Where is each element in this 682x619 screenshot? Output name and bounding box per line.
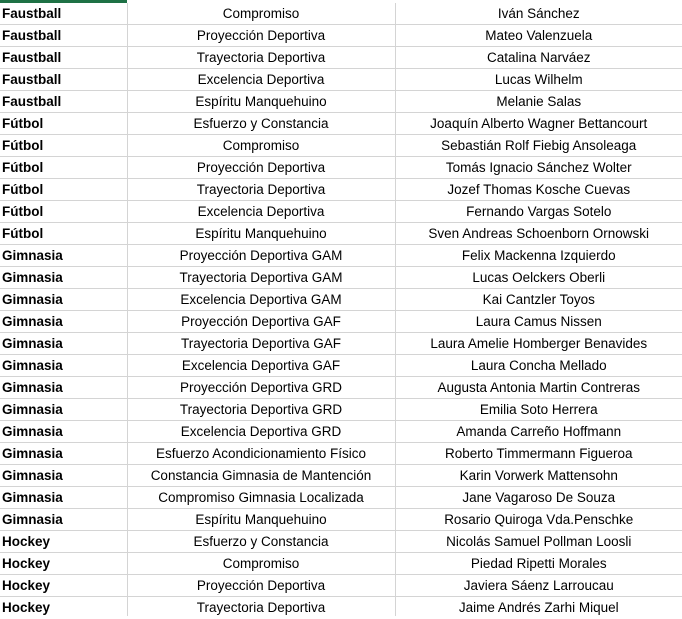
name-cell[interactable]: Kai Cantzler Toyos bbox=[395, 289, 682, 311]
name-cell[interactable]: Lucas Oelckers Oberli bbox=[395, 267, 682, 289]
table-row bbox=[0, 443, 682, 465]
award-cell[interactable]: Trayectoria Deportiva bbox=[127, 597, 395, 619]
sport-cell[interactable]: Hockey bbox=[0, 553, 127, 575]
name-cell[interactable]: Rosario Quiroga Vda.Penschke bbox=[395, 509, 682, 531]
sport-cell[interactable]: Gimnasia bbox=[0, 377, 127, 399]
award-cell[interactable]: Excelencia Deportiva GAF bbox=[127, 355, 395, 377]
sport-cell[interactable]: Gimnasia bbox=[0, 487, 127, 509]
sport-cell[interactable]: Gimnasia bbox=[0, 245, 127, 267]
award-cell[interactable]: Excelencia Deportiva GRD bbox=[127, 421, 395, 443]
sport-cell[interactable]: Fútbol bbox=[0, 157, 127, 179]
award-cell[interactable]: Compromiso bbox=[127, 553, 395, 575]
name-cell[interactable]: Sven Andreas Schoenborn Ornowski bbox=[395, 223, 682, 245]
table-row bbox=[0, 201, 682, 223]
award-cell[interactable]: Excelencia Deportiva bbox=[127, 69, 395, 91]
sport-cell[interactable]: Faustball bbox=[0, 3, 127, 25]
name-cell[interactable]: Amanda Carreño Hoffmann bbox=[395, 421, 682, 443]
award-cell[interactable]: Compromiso bbox=[127, 3, 395, 25]
table-row bbox=[0, 487, 682, 509]
table-row bbox=[0, 69, 682, 91]
sport-cell[interactable]: Gimnasia bbox=[0, 333, 127, 355]
award-cell[interactable]: Proyección Deportiva bbox=[127, 25, 395, 47]
award-cell[interactable]: Trayectoria Deportiva GAM bbox=[127, 267, 395, 289]
table-row bbox=[0, 465, 682, 487]
name-cell[interactable]: Piedad Ripetti Morales bbox=[395, 553, 682, 575]
table-row bbox=[0, 157, 682, 179]
sport-cell[interactable]: Faustball bbox=[0, 25, 127, 47]
table-row bbox=[0, 553, 682, 575]
sport-cell[interactable]: Hockey bbox=[0, 597, 127, 619]
name-cell[interactable]: Catalina Narváez bbox=[395, 47, 682, 69]
name-cell[interactable]: Jozef Thomas Kosche Cuevas bbox=[395, 179, 682, 201]
name-cell[interactable]: Nicolás Samuel Pollman Loosli bbox=[395, 531, 682, 553]
award-cell[interactable]: Trayectoria Deportiva bbox=[127, 179, 395, 201]
award-cell[interactable]: Espíritu Manquehuino bbox=[127, 509, 395, 531]
name-cell[interactable]: Melanie Salas bbox=[395, 91, 682, 113]
table-row bbox=[0, 289, 682, 311]
sport-cell[interactable]: Fútbol bbox=[0, 201, 127, 223]
table-row bbox=[0, 267, 682, 289]
name-cell[interactable]: Roberto Timmermann Figueroa bbox=[395, 443, 682, 465]
sport-cell[interactable]: Fútbol bbox=[0, 113, 127, 135]
award-cell[interactable]: Compromiso Gimnasia Localizada bbox=[127, 487, 395, 509]
name-cell[interactable]: Karin Vorwerk Mattensohn bbox=[395, 465, 682, 487]
award-cell[interactable]: Proyección Deportiva GAM bbox=[127, 245, 395, 267]
name-cell[interactable]: Tomás Ignacio Sánchez Wolter bbox=[395, 157, 682, 179]
table-row bbox=[0, 509, 682, 531]
spreadsheet-grid bbox=[0, 3, 682, 619]
sport-cell[interactable]: Gimnasia bbox=[0, 311, 127, 333]
award-cell[interactable]: Constancia Gimnasia de Mantención bbox=[127, 465, 395, 487]
sport-cell[interactable]: Fútbol bbox=[0, 179, 127, 201]
sport-cell[interactable]: Faustball bbox=[0, 91, 127, 113]
table-row bbox=[0, 135, 682, 157]
sport-cell[interactable]: Fútbol bbox=[0, 135, 127, 157]
table-row bbox=[0, 3, 682, 25]
award-cell[interactable]: Excelencia Deportiva bbox=[127, 201, 395, 223]
sport-cell[interactable]: Gimnasia bbox=[0, 289, 127, 311]
name-cell[interactable]: Javiera Sáenz Larroucau bbox=[395, 575, 682, 597]
name-cell[interactable]: Sebastián Rolf Fiebig Ansoleaga bbox=[395, 135, 682, 157]
award-cell[interactable]: Espíritu Manquehuino bbox=[127, 91, 395, 113]
table-row bbox=[0, 113, 682, 135]
name-cell[interactable]: Jaime Andrés Zarhi Miquel bbox=[395, 597, 682, 619]
sport-cell[interactable]: Hockey bbox=[0, 531, 127, 553]
table-row bbox=[0, 531, 682, 553]
table-row bbox=[0, 223, 682, 245]
table-row bbox=[0, 91, 682, 113]
name-cell[interactable]: Joaquín Alberto Wagner Bettancourt bbox=[395, 113, 682, 135]
name-cell[interactable]: Laura Concha Mellado bbox=[395, 355, 682, 377]
table-row bbox=[0, 333, 682, 355]
name-cell[interactable]: Lucas Wilhelm bbox=[395, 69, 682, 91]
award-cell[interactable]: Esfuerzo y Constancia bbox=[127, 531, 395, 553]
award-cell[interactable]: Excelencia Deportiva GAM bbox=[127, 289, 395, 311]
sport-cell[interactable]: Gimnasia bbox=[0, 355, 127, 377]
sport-cell[interactable]: Gimnasia bbox=[0, 267, 127, 289]
award-cell[interactable]: Trayectoria Deportiva GAF bbox=[127, 333, 395, 355]
table-row bbox=[0, 399, 682, 421]
name-cell[interactable]: Laura Camus Nissen bbox=[395, 311, 682, 333]
sport-cell[interactable]: Gimnasia bbox=[0, 465, 127, 487]
award-cell[interactable]: Compromiso bbox=[127, 135, 395, 157]
award-cell[interactable]: Trayectoria Deportiva GRD bbox=[127, 399, 395, 421]
award-cell[interactable]: Esfuerzo Acondicionamiento Físico bbox=[127, 443, 395, 465]
awards-table bbox=[0, 3, 682, 619]
sport-cell[interactable]: Faustball bbox=[0, 69, 127, 91]
table-body bbox=[0, 3, 682, 619]
name-cell[interactable]: Iván Sánchez bbox=[395, 3, 682, 25]
table-row bbox=[0, 25, 682, 47]
table-row bbox=[0, 245, 682, 267]
name-cell[interactable]: Emilia Soto Herrera bbox=[395, 399, 682, 421]
award-cell[interactable]: Esfuerzo y Constancia bbox=[127, 113, 395, 135]
table-row bbox=[0, 377, 682, 399]
award-cell[interactable]: Proyección Deportiva bbox=[127, 575, 395, 597]
name-cell[interactable]: Laura Amelie Homberger Benavides bbox=[395, 333, 682, 355]
table-row bbox=[0, 421, 682, 443]
sport-cell[interactable]: Gimnasia bbox=[0, 509, 127, 531]
name-cell[interactable]: Fernando Vargas Sotelo bbox=[395, 201, 682, 223]
award-cell[interactable]: Proyección Deportiva bbox=[127, 157, 395, 179]
sport-cell[interactable]: Gimnasia bbox=[0, 399, 127, 421]
sport-cell[interactable]: Gimnasia bbox=[0, 443, 127, 465]
table-row bbox=[0, 355, 682, 377]
table-row bbox=[0, 311, 682, 333]
name-cell[interactable]: Mateo Valenzuela bbox=[395, 25, 682, 47]
name-cell[interactable]: Augusta Antonia Martin Contreras bbox=[395, 377, 682, 399]
award-cell[interactable]: Proyección Deportiva GAF bbox=[127, 311, 395, 333]
sport-cell[interactable]: Fútbol bbox=[0, 223, 127, 245]
award-cell[interactable]: Proyección Deportiva GRD bbox=[127, 377, 395, 399]
table-row bbox=[0, 575, 682, 597]
award-cell[interactable]: Trayectoria Deportiva bbox=[127, 47, 395, 69]
name-cell[interactable]: Jane Vagaroso De Souza bbox=[395, 487, 682, 509]
table-row bbox=[0, 179, 682, 201]
award-cell[interactable]: Espíritu Manquehuino bbox=[127, 223, 395, 245]
sport-cell[interactable]: Faustball bbox=[0, 47, 127, 69]
name-cell[interactable]: Felix Mackenna Izquierdo bbox=[395, 245, 682, 267]
sport-cell[interactable]: Hockey bbox=[0, 575, 127, 597]
table-row bbox=[0, 47, 682, 69]
sport-cell[interactable]: Gimnasia bbox=[0, 421, 127, 443]
